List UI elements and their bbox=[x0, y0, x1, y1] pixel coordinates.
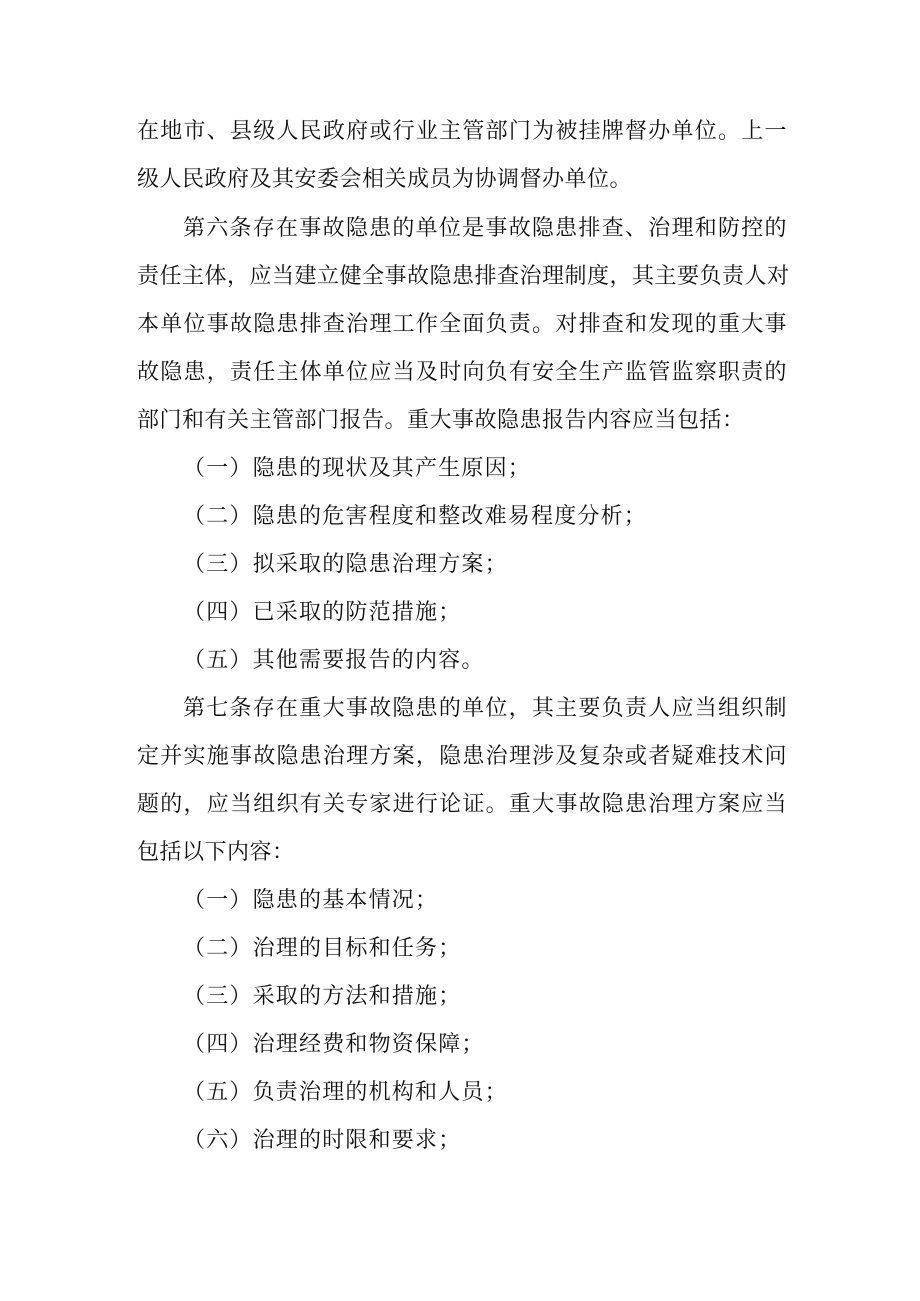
list-item: （二）隐患的危害程度和整改难易程度分析； bbox=[183, 504, 648, 529]
paragraph-line: 定并实施事故隐患治理方案，隐患治理涉及复杂或者疑难技术问 bbox=[137, 744, 787, 769]
list-item: （六）治理的时限和要求； bbox=[183, 1128, 462, 1153]
list-item: （五）负责治理的机构和人员； bbox=[183, 1080, 508, 1105]
list-item: （一）隐患的基本情况； bbox=[183, 888, 439, 913]
list-item: （五）其他需要报告的内容。 bbox=[183, 648, 485, 673]
list-item: （四）治理经费和物资保障； bbox=[183, 1032, 485, 1057]
paragraph-line: 本单位事故隐患排查治理工作全面负责。对排查和发现的重大事 bbox=[137, 312, 787, 337]
list-item: （一）隐患的现状及其产生原因； bbox=[183, 456, 532, 481]
paragraph-line: 级人民政府及其安委会相关成员为协调督办单位。 bbox=[137, 167, 633, 192]
paragraph-line: 包括以下内容： bbox=[137, 840, 295, 865]
list-item: （三）拟采取的隐患治理方案； bbox=[183, 552, 508, 577]
paragraph-line: 故隐患，责任主体单位应当及时向负有安全生产监管监察职责的 bbox=[137, 360, 787, 385]
list-item: （四）已采取的防范措施； bbox=[183, 600, 462, 625]
paragraph-line: 部门和有关主管部门报告。重大事故隐患报告内容应当包括： bbox=[137, 408, 745, 433]
paragraph-line: 在地市、县级人民政府或行业主管部门为被挂牌督办单位。上一 bbox=[137, 119, 787, 144]
list-item: （二）治理的目标和任务； bbox=[183, 936, 462, 961]
paragraph-line: 责任主体，应当建立健全事故隐患排查治理制度，其主要负责人对 bbox=[137, 264, 790, 289]
paragraph-line: 题的，应当组织有关专家进行论证。重大事故隐患治理方案应当 bbox=[137, 792, 787, 817]
list-item: （三）采取的方法和措施； bbox=[183, 984, 462, 1009]
article-7-heading-line: 第七条存在重大事故隐患的单位，其主要负责人应当组织制 bbox=[183, 696, 787, 721]
article-6-heading-line: 第六条存在事故隐患的单位是事故隐患排查、治理和防控的 bbox=[183, 216, 787, 241]
